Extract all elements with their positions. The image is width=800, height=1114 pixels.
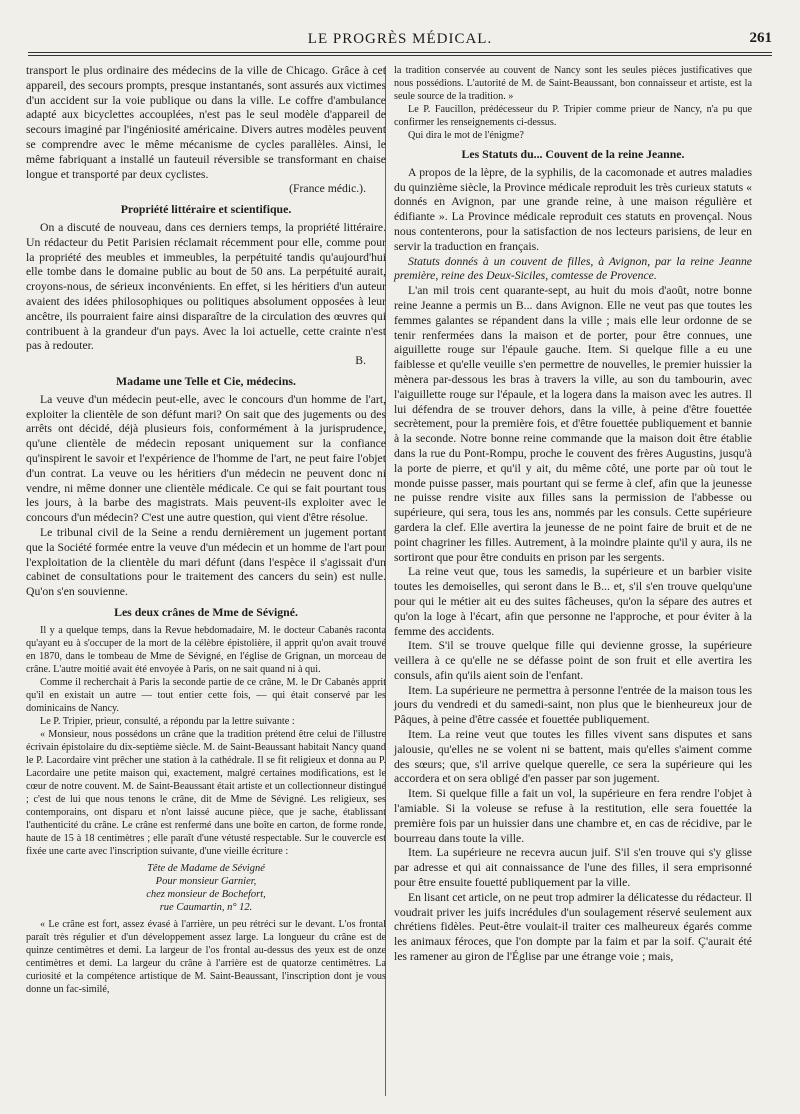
header-rule — [28, 52, 772, 56]
paragraph: la tradition conservée au couvent de Nancy sont les seules pièces justificatives que nous possédions. L'autorité de M. de Saint-Beaussant, bon connaisseur et artiste, est la seule source de la tradition. » — [394, 65, 752, 102]
paragraph: Qui dira le mot de l'énigme? — [408, 130, 524, 141]
right-column — [394, 64, 752, 965]
paragraph: Item. La supérieure ne permettra à personne l'entrée de la maison tous les jours du vendredi et du samedi-saint, non plus que le bienheureux jour de Pâques, à peine d'être cassée et fouettée publiquement. — [394, 683, 752, 727]
paragraph: A propos de la lèpre, de la syphilis, de la cacomonade et autres maladies du quinzième siècle, la Province médicale reproduit les très curieux statuts « donnés en Avignon, par une grande reine, à une maison régulière et édifiante ». La Province médicale reproduit ces statuts en provençal. Nous nous contenterons, pour la satisfaction de nos lecteurs parisiens, de leur en servir la traduction en français. — [394, 165, 752, 253]
paragraph: Item. Si quelque fille a fait un vol, la supérieure en fera rendre l'objet à l'amiable. Si la voleuse se refuse à la restitution, elle sera fouettée la première fois par un huissier dans une chambre et, en cas de récidive, par le bourreau dans toute la ville. — [394, 787, 752, 845]
paragraph: Le P. Faucillon, prédécesseur du P. Tripier comme prieur de Nancy, n'a pu que confirmer les renseignements ci-dessus. — [394, 104, 752, 128]
quoted-letter: « Monsieur, nous possédons un crâne que la tradition prétend être celui de l'illustre écrivain épistolaire du dix-septième siècle. M. de Saint-Beaussant habitait Nancy quand le P. Lacordaire vint prêcher une station à la cathédrale. Il se fit religieux et donna au P. Lacordaire une petite maison qui, exactement, malgré certaines modifications, est le cœur de notre couvent. M. de Saint-Beaussant était artiste et un collectionneur distingué ; c'est de lui que nous tenons le crâne, dit de Mme de Sévigné. Les religieux, ses contemporains, ont disparu et n'ont laissé aucune pièce, que je sache, établissant l'authenticité du crâne. Le crâne est renfermé dans une boîte en carton, de forme ronde, haute de 15 à 18 centimètres ; elle paraît d'une vétusté respectable. Sur le couvercle est fixée une carte avec l'inscription suivante, d'une vieille écriture : — [26, 728, 386, 857]
paragraph: Le tribunal civil de la Seine a rendu dernièrement un jugement portant que la Société formée entre la veuve d'un médecin et un homme de l'art pour l'exploitation de la clientèle du mari défunt (dans l'espèce il s'agissait d'un cabinet de consultations pour le traitement des cancers du sein) est nulle. Qu'on s'en souvienne. — [26, 525, 386, 599]
paragraph: transport le plus ordinaire des médecins de la ville de Chicago. Grâce à cet appareil, des secours prompts, presque instantanés, sont assurés aux victimes d'un accident sur la voie publique ou dans la ville. Le coffre d'ambulance adapté aux bicyclettes accouplées, n'est pas le seul modèle d'appareil de secours imaginé par l'ingéniosité américaine. Divers autres modèles peuvent se comprendre avec le même mécanisme de cycles parallèles. Ainsi, le même fabriquant a installé un fauteuil réversible se transformant en chaise longue et transporté par deux cyclistes. — [26, 64, 386, 181]
paragraph: Item. La supérieure ne recevra aucun juif. S'il s'en trouve qui s'y glisse par adresse et qui ait connaissance de l'une des filles, il sera emprisonné pour être ensuite fouetté publiquement par la ville. — [394, 846, 752, 890]
section-heading: Les deux crânes de Mme de Sévigné. — [114, 604, 298, 619]
journal-title: LE PROGRÈS MÉDICAL. — [307, 31, 493, 47]
section-heading: Les Statuts du... Couvent de la reine Jeanne. — [461, 147, 685, 161]
paragraph: Le P. Tripier, prieur, consulté, a répondu par la lettre suivante : — [40, 715, 295, 727]
inscription-block — [26, 862, 386, 914]
statute-title: Statuts donnés à un couvent de filles, à Avignon, par la reine Jeanne première, reine des Deux-Siciles, comtesse de Provence. — [394, 254, 752, 283]
paragraph: La reine veut que, tous les samedis, la supérieure et un barbier visite toutes les demoiselles, qui seront dans le B... et, s'il s'en trouve quelqu'une pour qui le métier ait eu des suites fâcheuses, qu'on la sépare des autres et qu'on la loge à l'écart, afin que personne ne l'approche, et pour éviter à la femme des accidents. — [394, 565, 752, 638]
paragraph: Item. S'il se trouve quelque fille qui devienne grosse, la supérieure veillera à ce qu'elle ne se défasse point de son fruit et elle avertira les consuls, afin qu'ils aient soin de l'enfant. — [394, 639, 752, 682]
source-citation: (France médic.). — [289, 182, 366, 196]
inscription-line: Tête de Madame de Sévigné — [147, 862, 265, 874]
paragraph: En lisant cet article, on ne peut trop admirer la délicatesse du rédacteur. Il voudrait priver les juifs incrédules d'un soulagement réservé seulement aux chrétiens fidèles. Peut-être voulait-il traiter ces malheureux égarés comme les animaux féroces, que l'on dompte par la faim et par la soif. Ç'aurait été les ramener au giron de l'Église par une étrange voie ; mais, — [394, 890, 752, 964]
quoted-letter: « Le crâne est fort, assez évasé à l'arrière, un peu rétréci sur le devant. L'os frontal paraît très régulier et d'un développement assez large. La longueur du crâne est de quinze centimètres et demi. La largeur de l'os frontal au-dessus des yeux est de onze centimètres et demi. La largeur du crâne à l'arrière est de quatorze centimètres. La curiosité et la compétence artistique de M. Saint-Beaussant, l'inscription dont je vous donne un fac-similé, — [26, 918, 386, 995]
paragraph: On a discuté de nouveau, dans ces derniers temps, la propriété littéraire. Un rédacteur du Petit Parisien réclamait récemment pour elle, comme pour la propriété des meubles et immeubles, la perpétuité tandis qu'aujourd'hui elle tombe dans le domaine public au bout de 50 ans. La perpétuité aurait, croyons-nous, de sérieux inconvénients. En effet, si les héritiers d'un auteur avaient des idées philosophiques ou politiques absolument opposées à leur ancêtre, ils pourraient faire ainsi disparaître de la circulation des œuvres qui contribuent à la grandeur d'un pays. Avec la loi actuelle, cette crainte n'est pas à redouter. — [26, 220, 386, 353]
section-heading: Madame une Telle et Cie, médecins. — [116, 373, 296, 388]
paragraph: L'an mil trois cent quarante-sept, au huit du mois d'août, notre bonne reine Jeanne a permis un B... dans Avignon. Elle ne veut pas que toutes les femmes galantes se répandent dans la ville ; mais elle leur ordonne de se tenir renfermées dans la maison et de porter, pour être connues, une aiguillette rouge sur l'épaule gauche. Item. Si quelque fille a eu une faiblesse et qu'elle veuille s'en permettre de nouvelles, le premier huissier la mènera par-dessous les bras à travers la ville, au son du tambourin, avec l'aiguillette rouge sur l'épaule, et la logera dans la maison avec les autres. Il lui défendra de se trouver dehors, dans la ville, à peine d'être fouettée secrètement, pour la première fois, et d'être fouettée publiquement et bannie à la seconde. Notre bonne reine commande que la maison doit être établie dans la rue du Pont-Rompu, proche le couvent des frères Augustins, jusqu'à la porte de pierre, et qu'il y ait, du même côté, une porte par où tout le monde puisse passer, mais pourtant qui se ferme à clef, afin que la jeunesse ne puisse rendre visite aux filles sans la permission de l'abbesse ou supérieure, qui sera, tous les ans, nommés par les consuls. Cette supérieure gardera la clef. Elle avertira la jeunesse de ne point faire de bruit et de ne point chagriner les filles. Autrement, à la moindre plainte qu'il y aura, ils ne sortiront que pour être conduits en prison par les sergents. — [394, 284, 752, 564]
inscription-line: Pour monsieur Garnier, — [155, 875, 257, 887]
left-column — [26, 64, 386, 996]
author-signature: B. — [355, 354, 366, 368]
paragraph: Item. La reine veut que toutes les filles vivent sans disputes et sans jalousie, qu'elles ne se volent ni se battent, mais qu'elles s'aiment comme des sœurs; que, s'il arrive quelque querelle, ce sera la supérieure qui les accordera et on sera obligé d'en passer par son jugement. — [394, 728, 752, 786]
paragraph: Il y a quelque temps, dans la Revue hebdomadaire, M. le docteur Cabanès raconta qu'ayant eu à s'occuper de la mort de la célèbre épistolière, il apprit qu'on avait trouvé en 1870, dans le tombeau de Mme de Sévigné, en l'église de Grignan, un morceau de crâne. L'autre moitié avait été envoyée à Paris, on ne sait quand ni à qui. — [26, 624, 386, 675]
page-header — [28, 28, 772, 50]
paragraph: Comme il recherchait à Paris la seconde partie de ce crâne, M. le Dr Cabanès apprit qu'il en existait un autre — tout entier cette fois, — qui était conservé par les dominicains de Nancy. — [26, 676, 386, 714]
paragraph: La veuve d'un médecin peut-elle, avec le concours d'un homme de l'art, exploiter la clientèle de son défunt mari? On sait que des jugements ou des arrêts ont décidé, déjà plusieurs fois, conformément à la jurisprudence, qu'une clientèle de médecin reposant uniquement sur la confiance qu'inspirent le savoir et l'expérience de l'homme de l'art, ne peut faire l'objet d'un contrat. La veuve ou les héritiers d'un médecin ne peuvent donc ni vendre, ni même donner une clientèle médicale. Ce qui se fait pourtant tous les jours, à la barbe des magistrats. Mais peuvent-ils exploiter avec le concours d'un médecin? C'est une autre question, qui vient d'être résolue. — [26, 392, 386, 525]
page-number: 261 — [749, 30, 772, 46]
section-heading: Propriété littéraire et scientifique. — [120, 202, 292, 217]
inscription-line: rue Caumartin, n° 12. — [159, 901, 253, 913]
inscription-line: chez monsieur de Bochefort, — [146, 888, 266, 900]
